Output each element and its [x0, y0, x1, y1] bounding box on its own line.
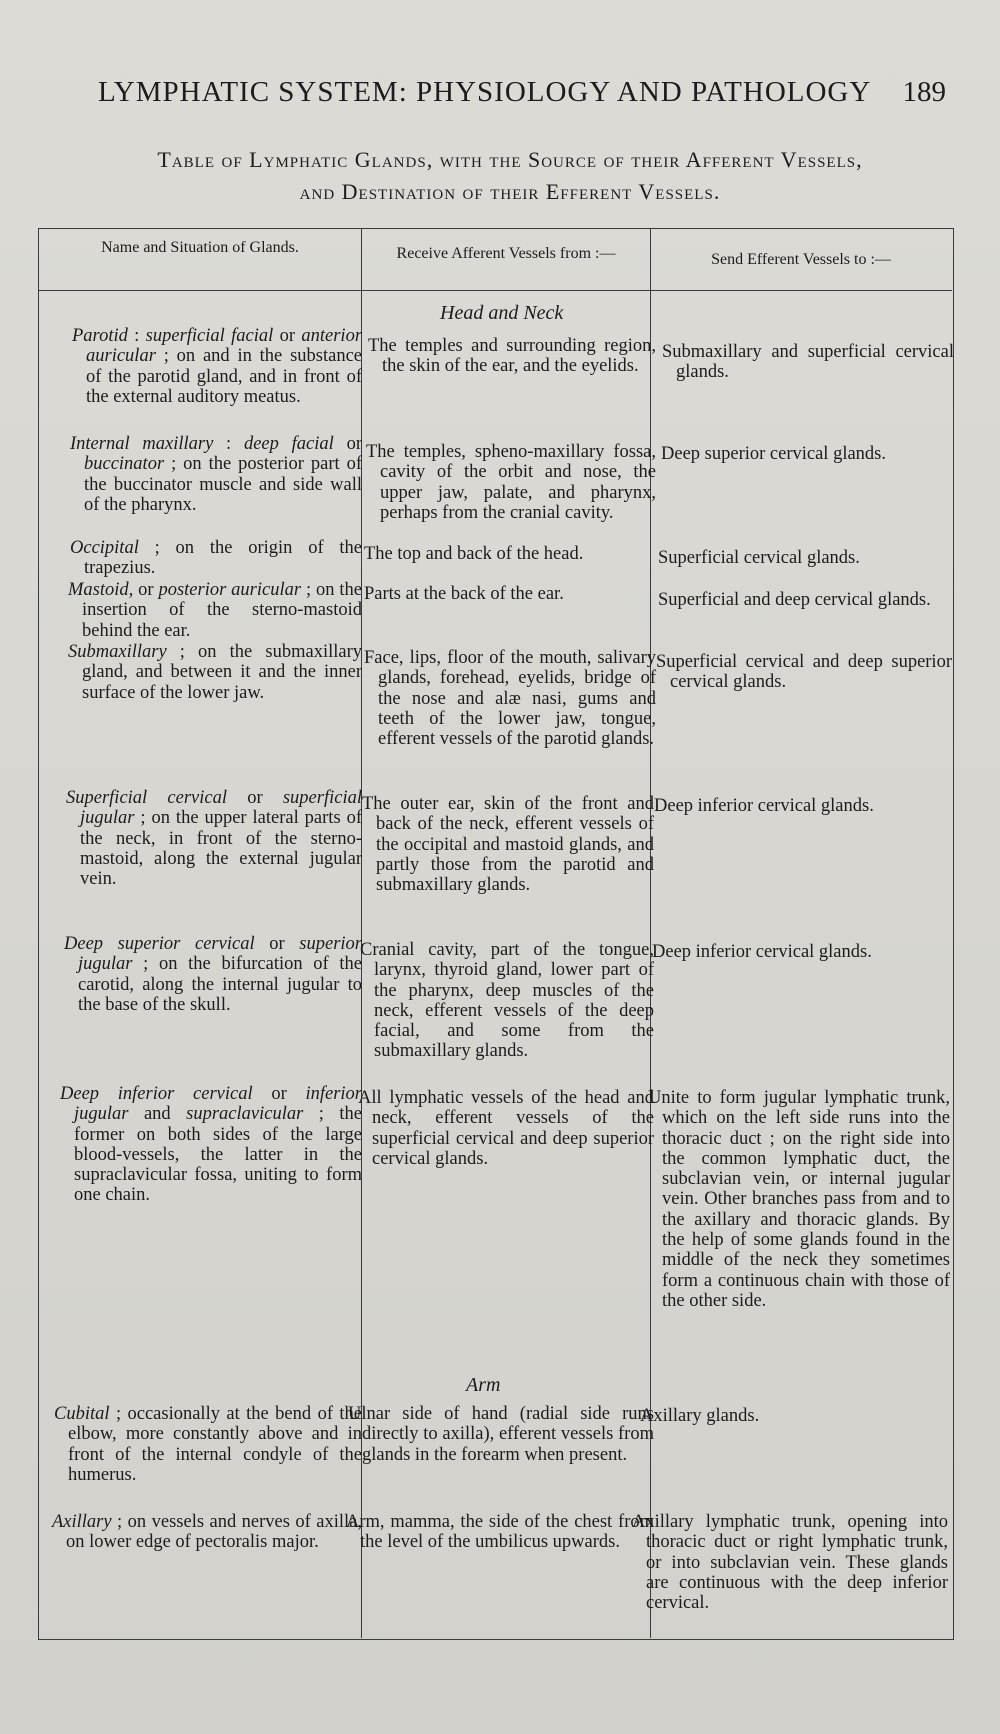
gland-mastoid: Mastoid, or posterior auricular ; on the insertion of the sterno-mastoid behind the ear. — [68, 580, 362, 641]
afferent-internal-maxillary: The temples, spheno-maxillary fossa, cavity of the orbit and nose, the upper jaw, palate, and pharynx, perhaps from the cranial cavity. — [366, 442, 656, 523]
efferent-submaxillary: Superficial cervical and deep superior cervical glands. — [656, 652, 952, 693]
section-head-neck: Head and Neck — [440, 302, 564, 324]
page-number: 189 — [902, 76, 946, 108]
header-rule — [38, 290, 952, 291]
efferent-parotid: Submaxillary and superficial cervical glands. — [662, 342, 954, 383]
afferent-occipital: The top and back of the head. — [364, 544, 584, 564]
efferent-mastoid: Superficial and deep cervical glands. — [658, 590, 931, 610]
gland-occipital: Occipital ; on the origin of the trapezius. — [70, 538, 362, 579]
efferent-cubital: Axillary glands. — [640, 1406, 760, 1426]
running-title: LYMPHATIC SYSTEM: PHYSIOLOGY AND PATHOLOGY — [98, 76, 872, 108]
section-arm: Arm — [466, 1374, 501, 1396]
header-glands: Name and Situation of Glands. — [101, 239, 299, 256]
afferent-cubital: Ulnar side of hand (radial side runs directly to axilla), efferent vessels from glands in the forearm when present. — [348, 1404, 654, 1465]
afferent-submaxillary: Face, lips, floor of the mouth, salivary glands, forehead, eyelids, bridge of the nose and alæ nasi, gums and teeth of the lower jaw, tongue, efferent vessels of the parotid glands. — [364, 648, 656, 750]
gland-superficial-cervical: Superficial cervical or superficial jugular ; on the upper lateral parts of the neck, in front of the sterno-mastoid, along the external jugular vein. — [66, 788, 362, 890]
gland-parotid: Parotid : superficial facial or anterior auricular ; on and in the substance of the parotid gland, and in front of the external auditory meatus. — [72, 326, 363, 407]
gland-axillary: Axillary ; on vessels and nerves of axilla, on lower edge of pectoralis major. — [52, 1512, 362, 1553]
gland-cubital: Cubital ; occasionally at the bend of the elbow, more constantly above and in front of the internal condyle of the humerus. — [54, 1404, 362, 1485]
running-head — [98, 76, 946, 116]
gland-deep-inferior-cervical: Deep inferior cervical or inferior jugular and supraclavicular ; the former on both sides of the large blood-vessels, the latter in the supraclavicular fossa, uniting to form one chain. — [60, 1084, 362, 1206]
header-afferent: Receive Afferent Vessels from :— — [396, 245, 616, 262]
efferent-occipital: Superficial cervical glands. — [658, 548, 860, 568]
efferent-axillary: Axillary lymphatic trunk, opening into thoracic duct or right lymphatic trunk, or into subclavian vein. These glands are continuous with the deep inferior cervical. — [632, 1512, 948, 1614]
efferent-superficial-cervical: Deep inferior cervical glands. — [654, 796, 874, 816]
header-efferent: Send Efferent Vessels to :— — [711, 251, 891, 268]
efferent-internal-maxillary: Deep superior cervical glands. — [661, 444, 886, 464]
gland-submaxillary: Submaxillary ; on the submaxillary gland, and between it and the inner surface of the lower jaw. — [68, 642, 362, 703]
gland-internal-maxillary: Internal maxillary : deep facial or buccinator ; on the posterior part of the buccinator muscle and side wall of the pharynx. — [70, 434, 362, 515]
afferent-deep-inferior-cervical: All lymphatic vessels of the head and neck, efferent vessels of the superficial cervical and deep superior cervical glands. — [358, 1088, 654, 1169]
efferent-deep-inferior-cervical: Unite to form jugular lymphatic trunk, which on the left side runs into the thoracic duct ; on the right side into the common lymphatic duct, the subclavian vein, or internal jugular vein. Other branches pass from and to the axillary and thoracic glands. By the help of some glands found in the middle of the neck they sometimes form a continuous chain with those of the other side. — [648, 1088, 950, 1311]
gland-deep-superior-cervical: Deep superior cervical or superior jugular ; on the bifurcation of the carotid, along the internal jugular to the base of the skull. — [64, 934, 362, 1015]
afferent-axillary: Arm, mamma, the side of the chest from the level of the umbilicus upwards. — [346, 1512, 654, 1553]
afferent-deep-superior-cervical: Cranial cavity, part of the tongue, larynx, thyroid gland, lower part of the pharynx, deep muscles of the neck, efferent vessels of the deep facial, and some from the submaxillary glands. — [360, 940, 654, 1062]
afferent-superficial-cervical: The outer ear, skin of the front and back of the neck, efferent vessels of the occipital and mastoid glands, and partly those from the parotid and submaxillary glands. — [362, 794, 654, 896]
afferent-mastoid: Parts at the back of the ear. — [364, 584, 564, 604]
efferent-deep-superior-cervical: Deep inferior cervical glands. — [652, 942, 872, 962]
table-caption — [70, 144, 950, 208]
caption-line-1: Table of Lymphatic Glands, with the Source of their Afferent Vessels, — [157, 147, 863, 172]
caption-line-2: and Destination of their Efferent Vessels. — [299, 179, 721, 204]
afferent-parotid: The temples and surrounding region, the skin of the ear, and the eyelids. — [368, 336, 656, 377]
